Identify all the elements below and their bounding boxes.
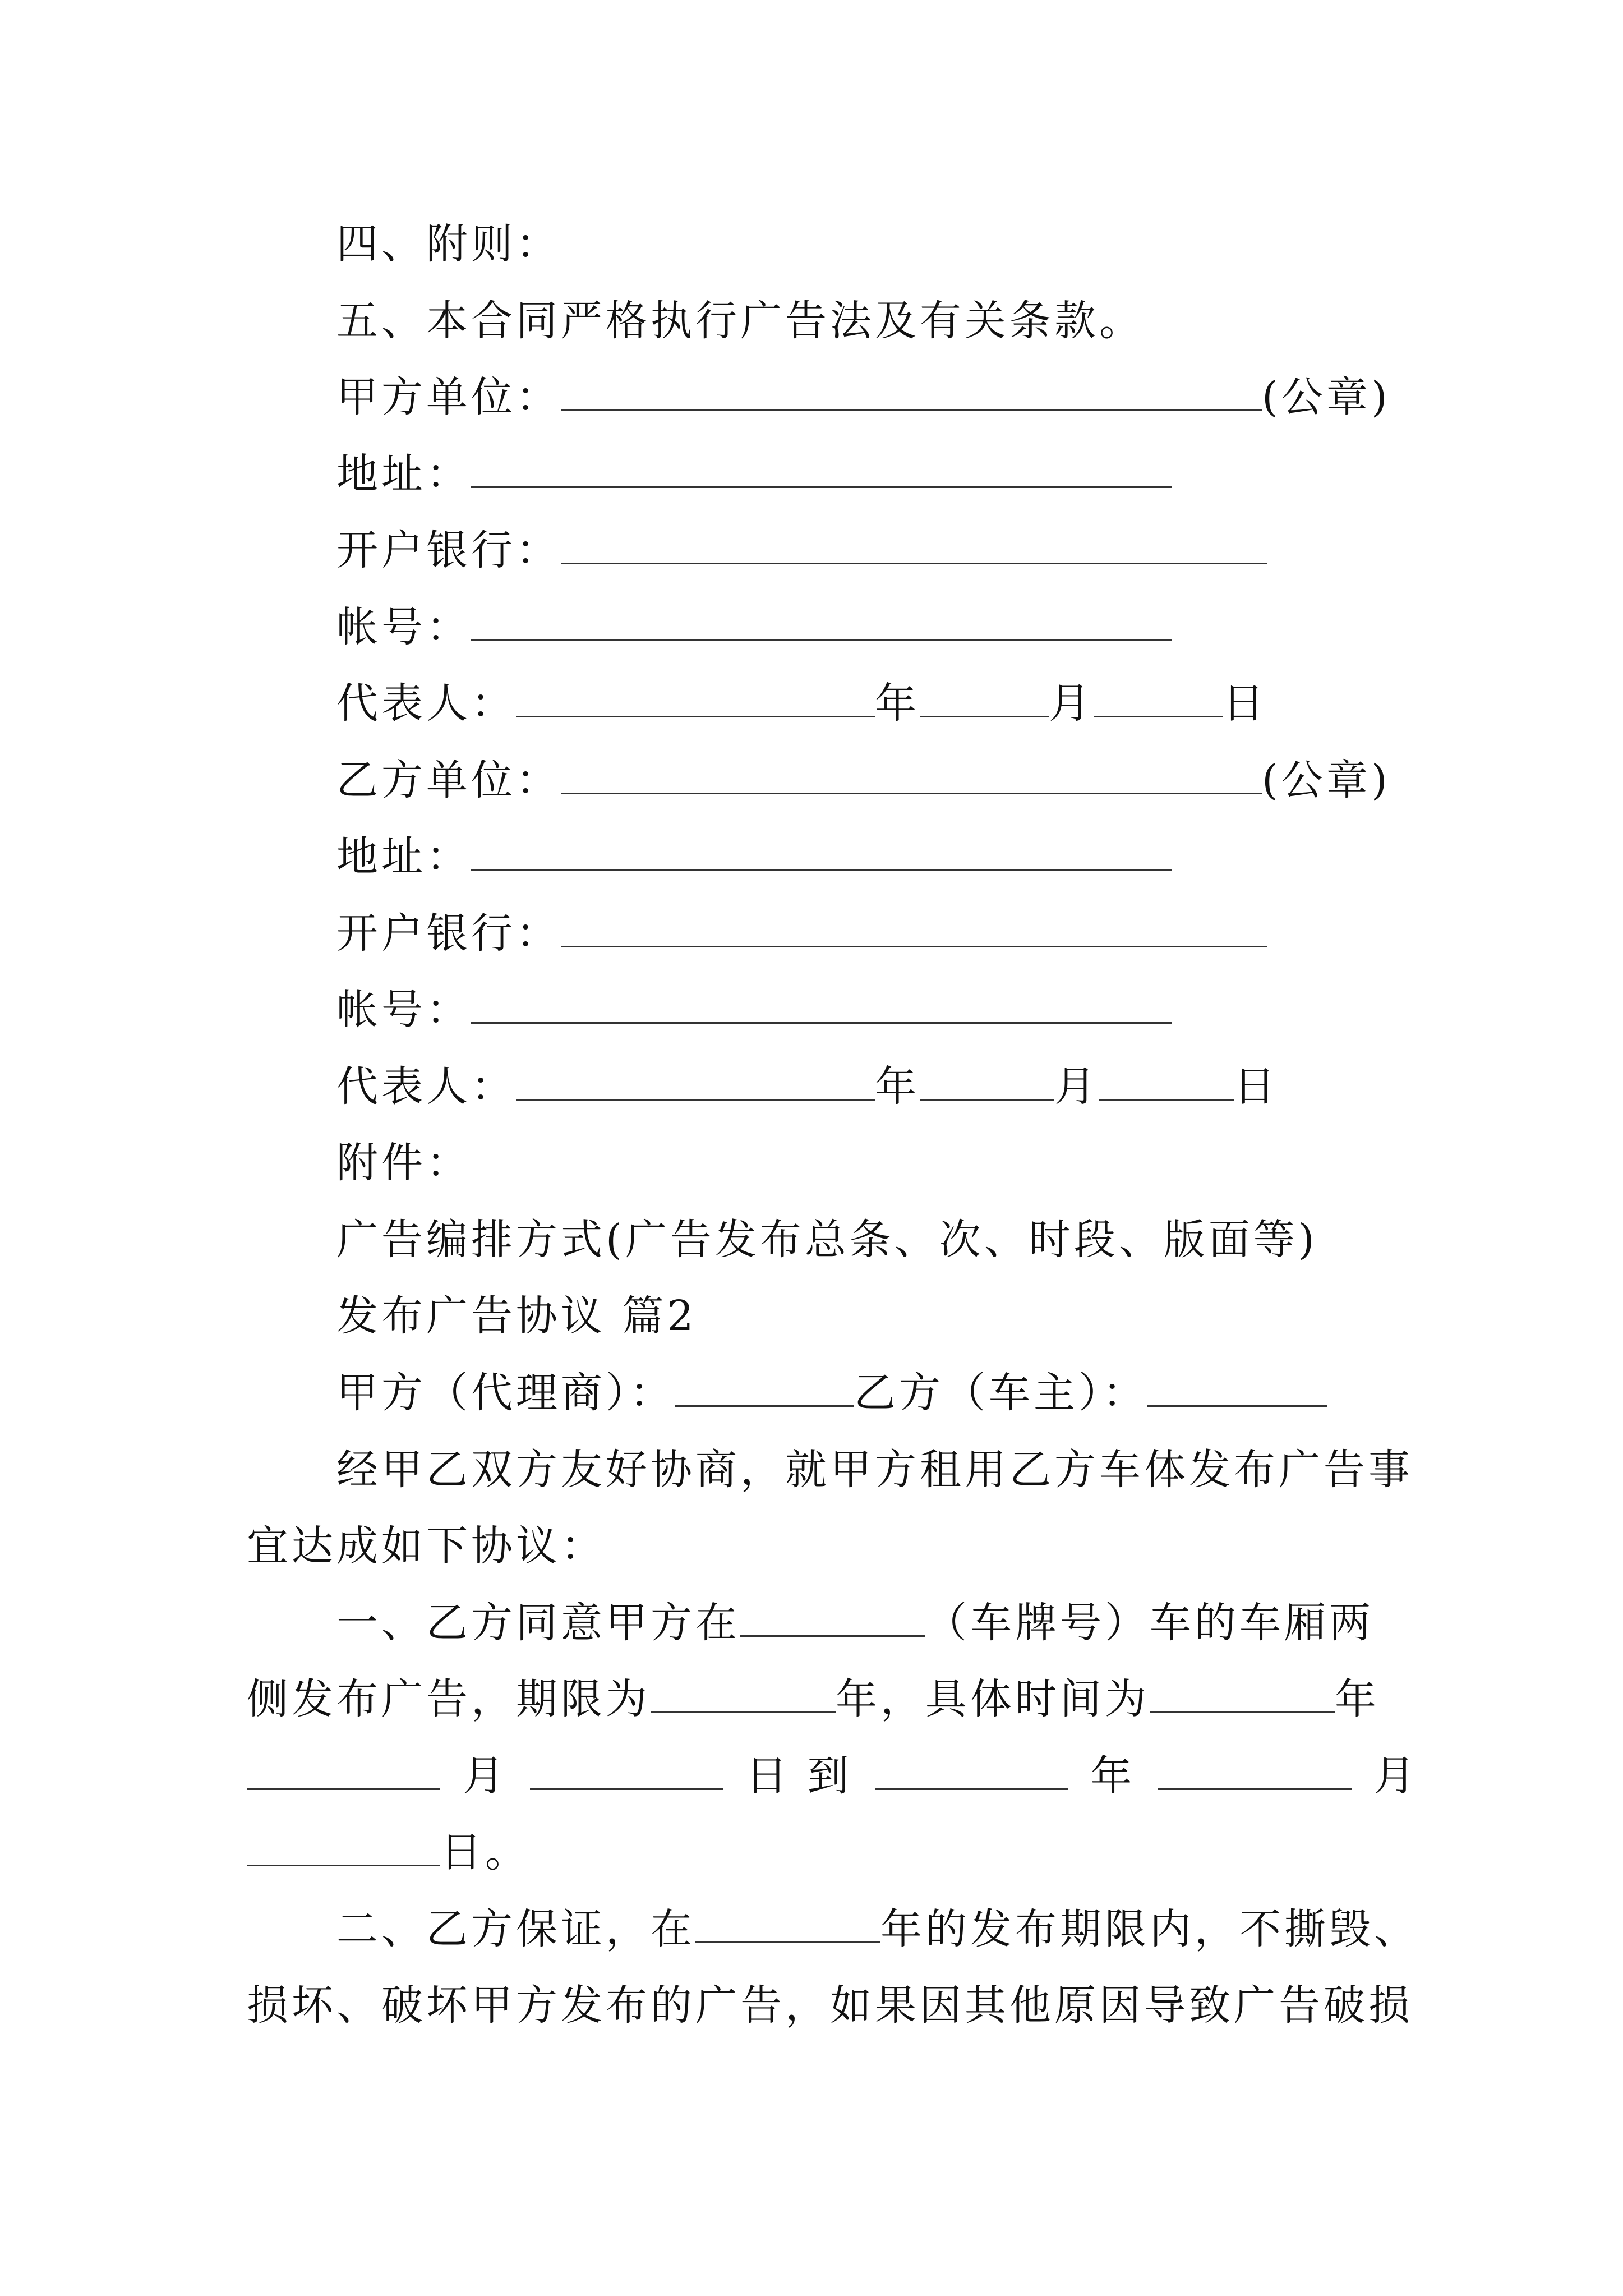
party-a-rep-blank[interactable] <box>516 682 875 717</box>
clause1-text: 年，具体时间为 <box>836 1675 1150 1723</box>
clause1-month: 月 <box>463 1752 508 1800</box>
clause1-month2: 月 <box>1373 1752 1419 1800</box>
end-month-blank[interactable] <box>1158 1755 1352 1790</box>
party-b-month-blank[interactable] <box>920 1065 1054 1101</box>
party-a-address-blank[interactable] <box>471 453 1172 488</box>
party-a-account-label: 帐号： <box>336 603 471 651</box>
party-b-year-label: 年 <box>875 1062 920 1111</box>
party-b-rep-blank[interactable] <box>516 1065 875 1101</box>
party-a-month-label: 月 <box>1049 679 1094 728</box>
section-title <box>0 1288 1623 1344</box>
text: 发布广告协议 篇2 <box>336 1292 697 1340</box>
party-b-unit-label: 乙方单位： <box>336 756 561 804</box>
party-b-rep-line <box>0 1059 1623 1115</box>
start-month-blank[interactable] <box>247 1755 440 1790</box>
party-a-day-blank[interactable] <box>1094 682 1223 717</box>
party-b-account-blank[interactable] <box>471 988 1172 1024</box>
party-a-address-label: 地址： <box>336 450 471 498</box>
party-a-address-line <box>0 446 1623 502</box>
party-a-unit-blank[interactable] <box>561 376 1262 411</box>
intro-line-2 <box>0 1518 1623 1574</box>
end-day-blank[interactable] <box>247 1831 440 1866</box>
party-a-rep-label: 代表人： <box>336 679 516 728</box>
clause1-day-to: 日 到 <box>746 1752 852 1800</box>
clause2-line-1 <box>0 1901 1623 1957</box>
clause1-line-4 <box>0 1824 1623 1880</box>
party-a-day-label: 日 <box>1223 679 1267 728</box>
intro-line-1 <box>0 1442 1623 1498</box>
clause1-line-2 <box>0 1671 1623 1727</box>
text: 损坏、破坏甲方发布的广告，如果因其他原因导致广告破损 <box>247 1981 1413 2030</box>
clause1-year: 年 <box>1090 1752 1136 1800</box>
party-b-rep-label: 代表人： <box>336 1062 516 1111</box>
party-b-bank-blank[interactable] <box>561 912 1267 947</box>
party-b-unit-blank[interactable] <box>561 759 1262 794</box>
clause1-line-3 <box>0 1748 1623 1804</box>
party-b-month-label: 月 <box>1054 1062 1099 1111</box>
clause1-text: 侧发布广告，期限为 <box>247 1675 651 1723</box>
clause2-text: 年的发布期限内，不撕毁、 <box>880 1905 1419 1953</box>
party-b-bank-line <box>0 905 1623 961</box>
attachment-text <box>0 1212 1623 1268</box>
party-b-day-blank[interactable] <box>1099 1065 1234 1101</box>
party-b-seal: (公章) <box>1262 756 1391 804</box>
party-a-bank-blank[interactable] <box>561 529 1267 564</box>
clause1-text: 年 <box>1335 1675 1380 1723</box>
attachment-label <box>0 1135 1623 1191</box>
text: 五、本合同严格执行广告法及有关条款。 <box>336 297 1144 345</box>
party-b-account-line <box>0 982 1623 1038</box>
text: 四、附则： <box>336 220 561 268</box>
party-b-address-label: 地址： <box>336 832 471 881</box>
start-day-blank[interactable] <box>530 1755 723 1790</box>
text: 广告编排方式(广告发布总条、次、时段、版面等) <box>336 1216 1318 1264</box>
text: 宜达成如下协议： <box>247 1522 606 1570</box>
party-a-account-blank[interactable] <box>471 606 1172 641</box>
clause2-text: 二、乙方保证，在 <box>336 1905 695 1953</box>
text: 附件： <box>336 1139 471 1187</box>
party-b-address-blank[interactable] <box>471 835 1172 871</box>
party-b-account-label: 帐号： <box>336 986 471 1034</box>
party-b-unit-line <box>0 752 1623 808</box>
start-year-blank[interactable] <box>1150 1678 1335 1713</box>
party-a-rep-line <box>0 675 1623 731</box>
party-a-unit-label: 甲方单位： <box>336 373 561 421</box>
clause1-text: 一、乙方同意甲方在 <box>336 1599 740 1647</box>
end-year-blank[interactable] <box>875 1755 1068 1790</box>
agent-blank[interactable] <box>675 1372 854 1407</box>
text: 经甲乙双方友好协商，就甲方租用乙方车体发布广告事 <box>336 1446 1413 1494</box>
party-a-bank-label: 开户银行： <box>336 526 561 574</box>
owner-blank[interactable] <box>1147 1372 1327 1407</box>
party-a-account-line <box>0 599 1623 655</box>
party-b-day-label: 日 <box>1234 1062 1279 1111</box>
clause2-line-2 <box>0 1977 1623 2033</box>
party-a-unit-line <box>0 369 1623 425</box>
agent-label: 甲方（代理商）： <box>336 1369 675 1417</box>
parties-line <box>0 1365 1623 1421</box>
law-clause <box>0 293 1623 349</box>
party-b-bank-label: 开户银行： <box>336 909 561 958</box>
owner-label: 乙方（车主）： <box>854 1369 1147 1417</box>
party-a-year-label: 年 <box>875 679 920 728</box>
party-a-bank-line <box>0 522 1623 578</box>
plate-number-blank[interactable] <box>740 1602 925 1637</box>
appendix-rule-heading <box>0 216 1623 272</box>
term-years-blank[interactable] <box>651 1678 836 1713</box>
clause1-text: （车牌号）车的车厢两 <box>925 1599 1374 1647</box>
clause1-end: 日。 <box>440 1828 530 1876</box>
publish-term-blank[interactable] <box>695 1908 880 1943</box>
party-b-address-line <box>0 829 1623 885</box>
party-a-seal: (公章) <box>1262 373 1391 421</box>
clause1-line-1 <box>0 1595 1623 1651</box>
party-a-month-blank[interactable] <box>920 682 1049 717</box>
